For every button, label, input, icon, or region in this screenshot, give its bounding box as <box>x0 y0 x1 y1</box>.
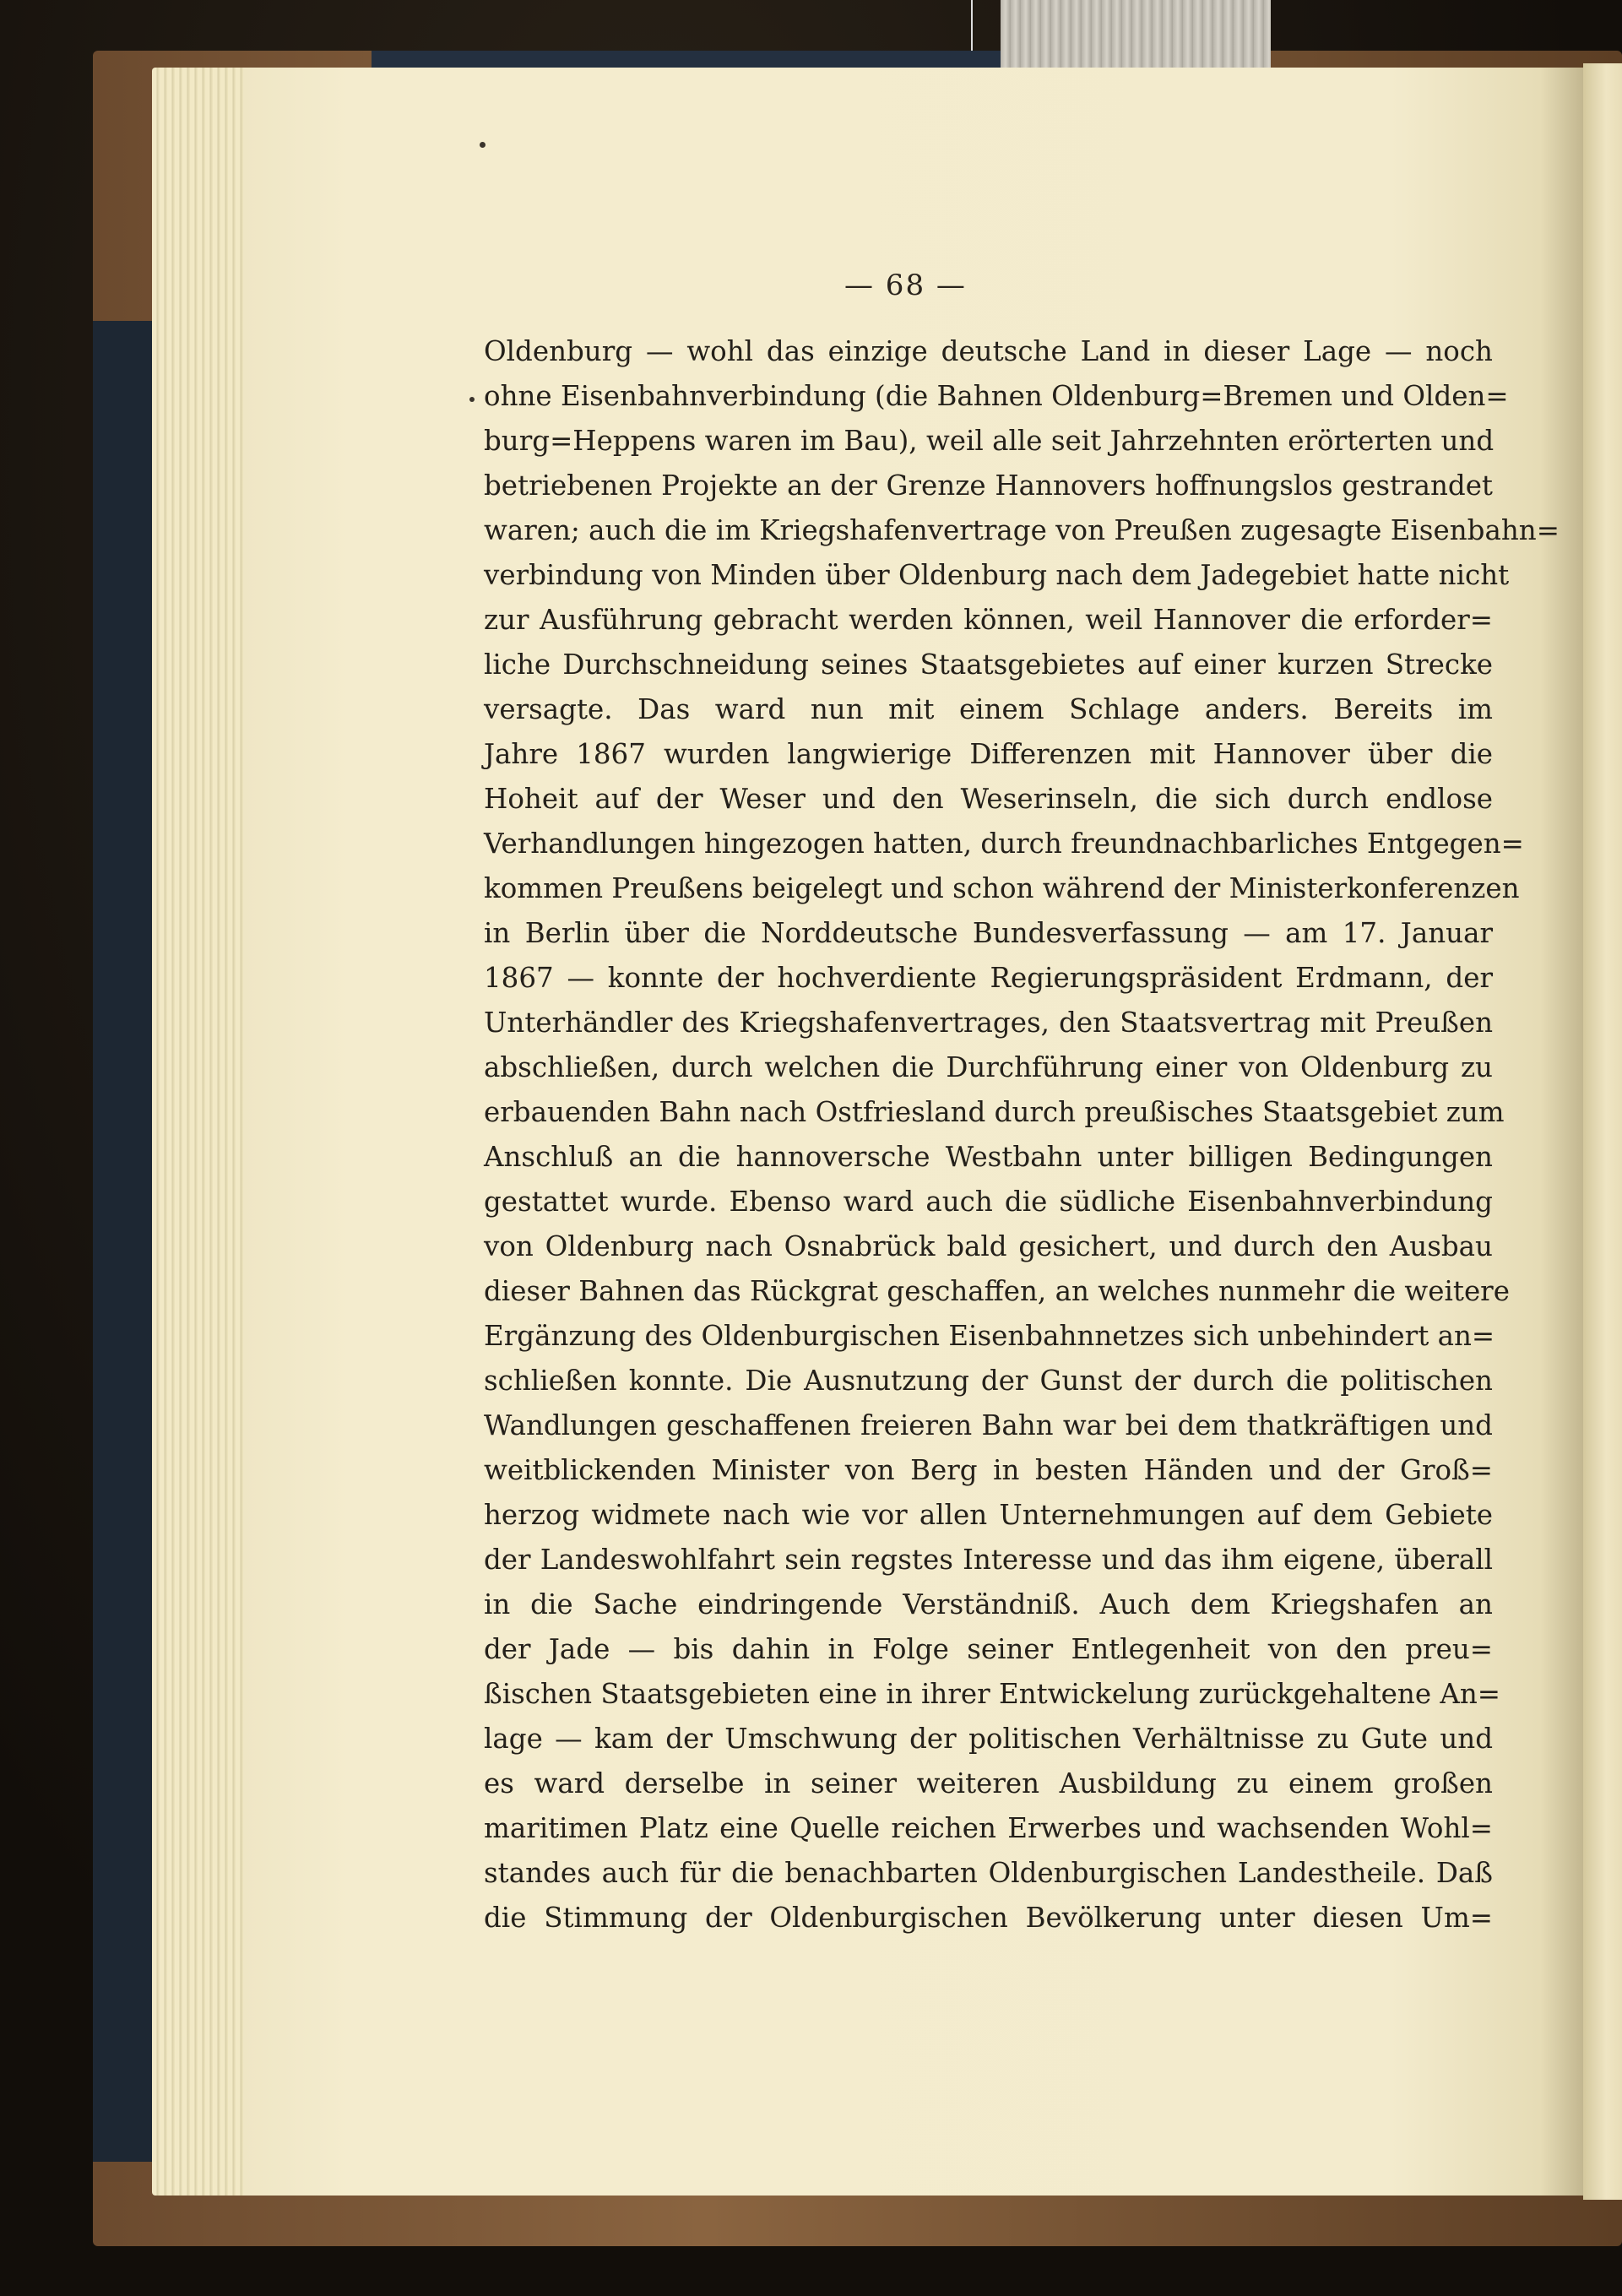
ink-speck <box>469 397 475 402</box>
bookmark-thread <box>971 0 973 51</box>
text-line: Unterhändler des Kriegshafenvertrages, den Staatsvertrag mit Preußen <box>484 1007 1493 1039</box>
bookmark-ribbon <box>1001 0 1271 76</box>
text-line: verbindung von Minden über Oldenburg nach dem Jadegebiet hatte nicht <box>484 559 1510 591</box>
text-line: dieser Bahnen das Rückgrat geschaffen, an welches nunmehr die weitere <box>484 1275 1510 1307</box>
text-line: lage — kam der Umschwung der politischen Verhältnisse zu Gute und <box>484 1723 1493 1755</box>
text-line: Anschluß an die hannoversche Westbahn unter billigen Bedingungen <box>484 1141 1493 1173</box>
text-line: Jahre 1867 wurden langwierige Differenzen mit Hannover über die <box>484 738 1493 770</box>
text-line: standes auch für die benachbarten Oldenburgischen Landestheile. Daß <box>484 1857 1493 1889</box>
text-line: kommen Preußens beigelegt und schon während der Ministerkonferenzen <box>484 872 1520 904</box>
book-cover-spine-cloth <box>93 321 152 2162</box>
text-line: 1867 — konnte der hochverdiente Regierungspräsident Erdmann, der <box>484 962 1493 994</box>
text-line: Ergänzung des Oldenburgischen Eisenbahnnetzes sich unbehindert an= <box>484 1320 1495 1352</box>
text-line: betriebenen Projekte an der Grenze Hannovers hoffnungslos gestrandet <box>484 470 1493 502</box>
text-line: burg=Heppens waren im Bau), weil alle seit Jahrzehnten erörterten und <box>484 425 1495 457</box>
text-line: Oldenburg — wohl das einzige deutsche Land in dieser Lage — noch <box>484 335 1493 367</box>
text-line: Verhandlungen hingezogen hatten, durch freundnachbarliches Entgegen= <box>484 828 1524 860</box>
text-line: maritimen Platz eine Quelle reichen Erwerbes und wachsenden Wohl= <box>484 1812 1493 1844</box>
text-line: Wandlungen geschaffenen freieren Bahn war bei dem thatkräftigen und <box>484 1409 1493 1441</box>
text-line: zur Ausführung gebracht werden können, weil Hannover die erforder= <box>484 604 1493 636</box>
text-line: herzog widmete nach wie vor allen Unternehmungen auf dem Gebiete <box>484 1499 1493 1531</box>
ink-speck <box>480 142 486 148</box>
text-line: der Landeswohlfahrt sein regstes Interesse und das ihm eigene, überall <box>484 1544 1493 1576</box>
page-edges <box>152 68 245 2196</box>
text-line: ohne Eisenbahnverbindung (die Bahnen Oldenburg=Bremen und Olden= <box>484 380 1509 412</box>
text-line: erbauenden Bahn nach Ostfriesland durch preußisches Staatsgebiet zum <box>484 1096 1505 1128</box>
text-line: waren; auch die im Kriegshafenvertrage von Preußen zugesagte Eisenbahn= <box>484 514 1560 546</box>
text-line: versagte. Das ward nun mit einem Schlage anders. Bereits im <box>484 693 1493 725</box>
facing-page-edge <box>1583 63 1622 2200</box>
text-line: Hoheit auf der Weser und den Weserinseln, die sich durch endlose <box>484 783 1493 815</box>
text-line: schließen konnte. Die Ausnutzung der Gunst der durch die politischen <box>484 1365 1493 1397</box>
text-line: ßischen Staatsgebieten eine in ihrer Entwickelung zurückgehaltene An= <box>484 1678 1501 1710</box>
page-number-header: — 68 — <box>844 269 967 302</box>
text-line: gestattet wurde. Ebenso ward auch die südliche Eisenbahnverbindung <box>484 1186 1493 1218</box>
text-line: liche Durchschneidung seines Staatsgebietes auf einer kurzen Strecke <box>484 649 1493 681</box>
text-line: weitblickenden Minister von Berg in besten Händen und der Groß= <box>484 1454 1493 1486</box>
text-line: in die Sache eindringende Verständniß. Auch dem Kriegshafen an <box>484 1588 1493 1620</box>
body-text <box>484 329 1560 1940</box>
text-line: es ward derselbe in seiner weiteren Ausbildung zu einem großen <box>484 1767 1493 1799</box>
text-line: abschließen, durch welchen die Durchführung einer von Oldenburg zu <box>484 1051 1493 1083</box>
book-cover-top-strip <box>372 51 1013 69</box>
text-line: die Stimmung der Oldenburgischen Bevölkerung unter diesen Um= <box>484 1902 1493 1934</box>
text-line: von Oldenburg nach Osnabrück bald gesichert, und durch den Ausbau <box>484 1230 1493 1262</box>
text-line: in Berlin über die Norddeutsche Bundesverfassung — am 17. Januar <box>484 917 1493 949</box>
text-line: der Jade — bis dahin in Folge seiner Entlegenheit von den preu= <box>484 1633 1493 1665</box>
